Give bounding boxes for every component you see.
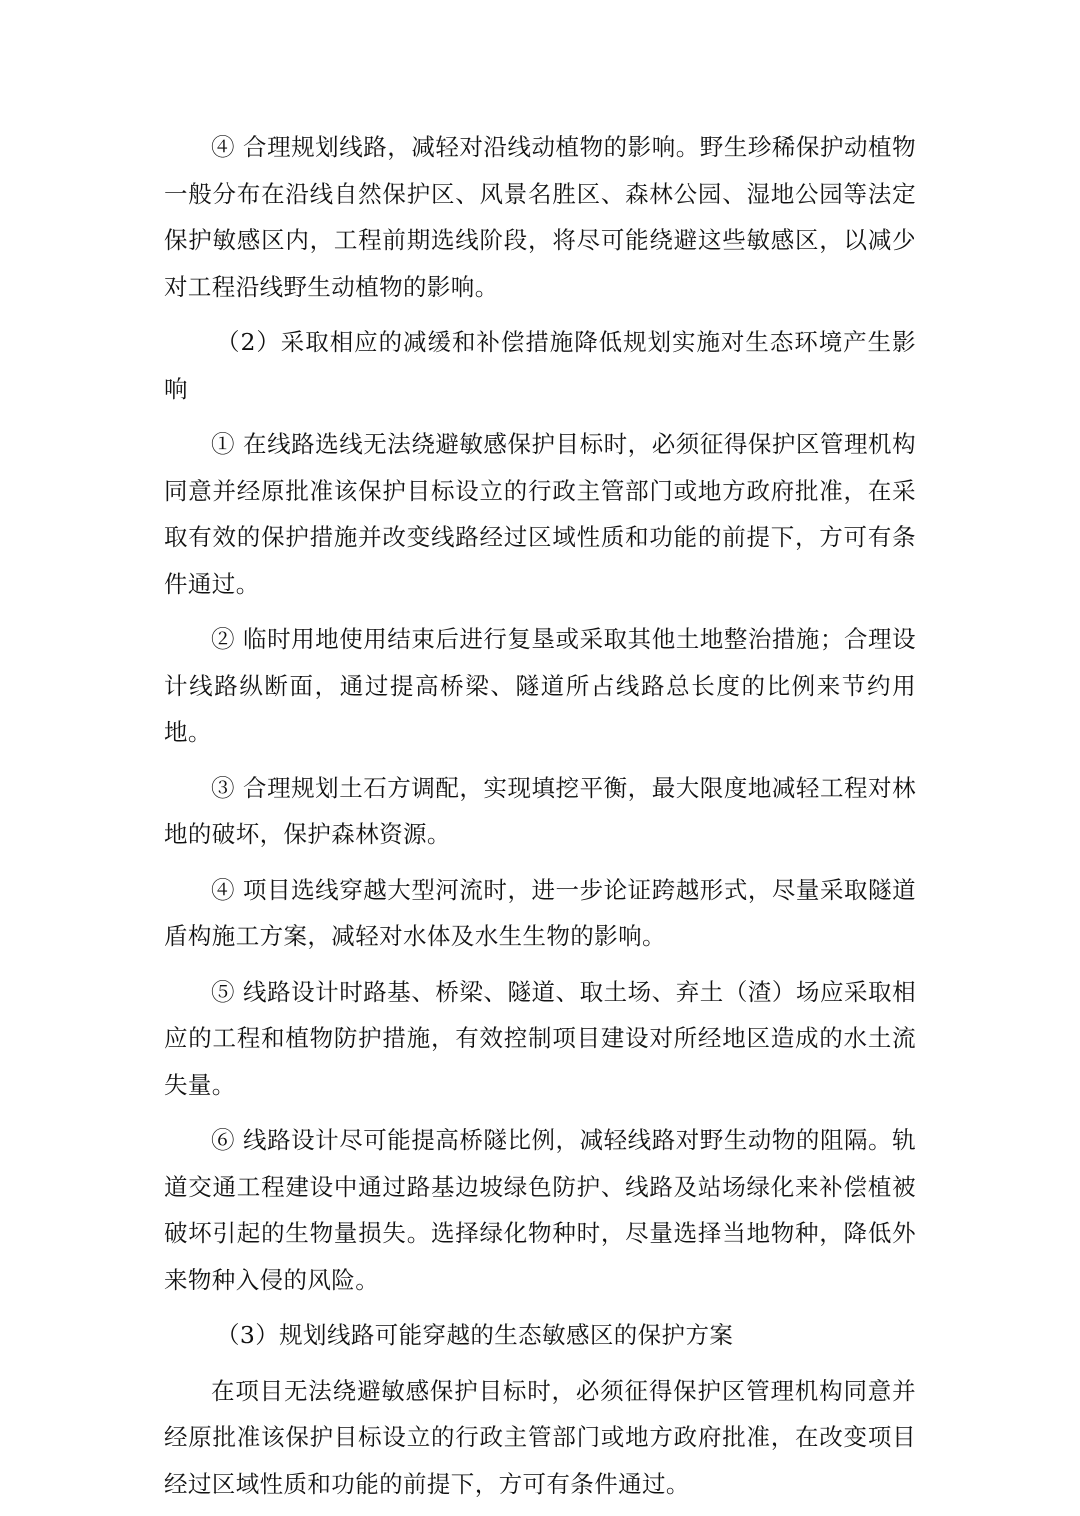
paragraph-item-4-route-planning: ④ 合理规划线路，减轻对沿线动植物的影响。野生珍稀保护动植物一般分布在沿线自然保护区、风景名胜区、森林公园、湿地公园等法定保护敏感区内，工程前期选线阶段，将尽可能绕避这些敏感区，以减少对工程沿线野生动植物的影响。: [164, 133, 916, 301]
section-heading-3: （3）规划线路可能穿越的生态敏感区的保护方案: [216, 1321, 734, 1349]
paragraph-item-1-avoid-sensitive: ① 在线路选线无法绕避敏感保护目标时，必须征得保护区管理机构同意并经原批准该保护目标设立的行政主管部门或地方政府批准，在采取有效的保护措施并改变线路经过区域性质和功能的前提下，方可有条件通过。: [164, 430, 916, 598]
paragraph-protection-plan: 在项目无法绕避敏感保护目标时，必须征得保护区管理机构同意并经原批准该保护目标设立的行政主管部门或地方政府批准，在改变项目经过区域性质和功能的前提下，方可有条件通过。: [164, 1376, 916, 1498]
paragraph-item-2-temporary-land: ② 临时用地使用结束后进行复垦或采取其他土地整治措施；合理设计线路纵断面，通过提高桥梁、隧道所占线路总长度的比例来节约用地。: [164, 625, 916, 746]
paragraph-item-6-bridge-tunnel-ratio: ⑥ 线路设计尽可能提高桥隧比例，减轻线路对野生动物的阻隔。轨道交通工程建设中通过路基边坡绿色防护、线路及站场绿化来补偿植被破坏引起的生物量损失。选择绿化物种时，尽量选择当地物种，降低外来物种入侵的风险。: [164, 1126, 916, 1294]
paragraph-item-3-earthwork: ③ 合理规划土石方调配，实现填挖平衡，最大限度地减轻工程对林地的破坏，保护森林资源。: [164, 773, 916, 848]
paragraph-item-4-river-crossing: ④ 项目选线穿越大型河流时，进一步论证跨越形式，尽量采取隧道盾构施工方案，减轻对水体及水生生物的影响。: [164, 875, 916, 950]
document-body: [164, 124, 916, 1516]
section-heading-2: （2）采取相应的减缓和补偿措施降低规划实施对生态环境产生影响: [164, 328, 916, 403]
paragraph-item-5-soil-erosion: ⑤ 线路设计时路基、桥梁、隧道、取土场、弃土（渣）场应采取相应的工程和植物防护措施，有效控制项目建设对所经地区造成的水土流失量。: [164, 977, 916, 1099]
